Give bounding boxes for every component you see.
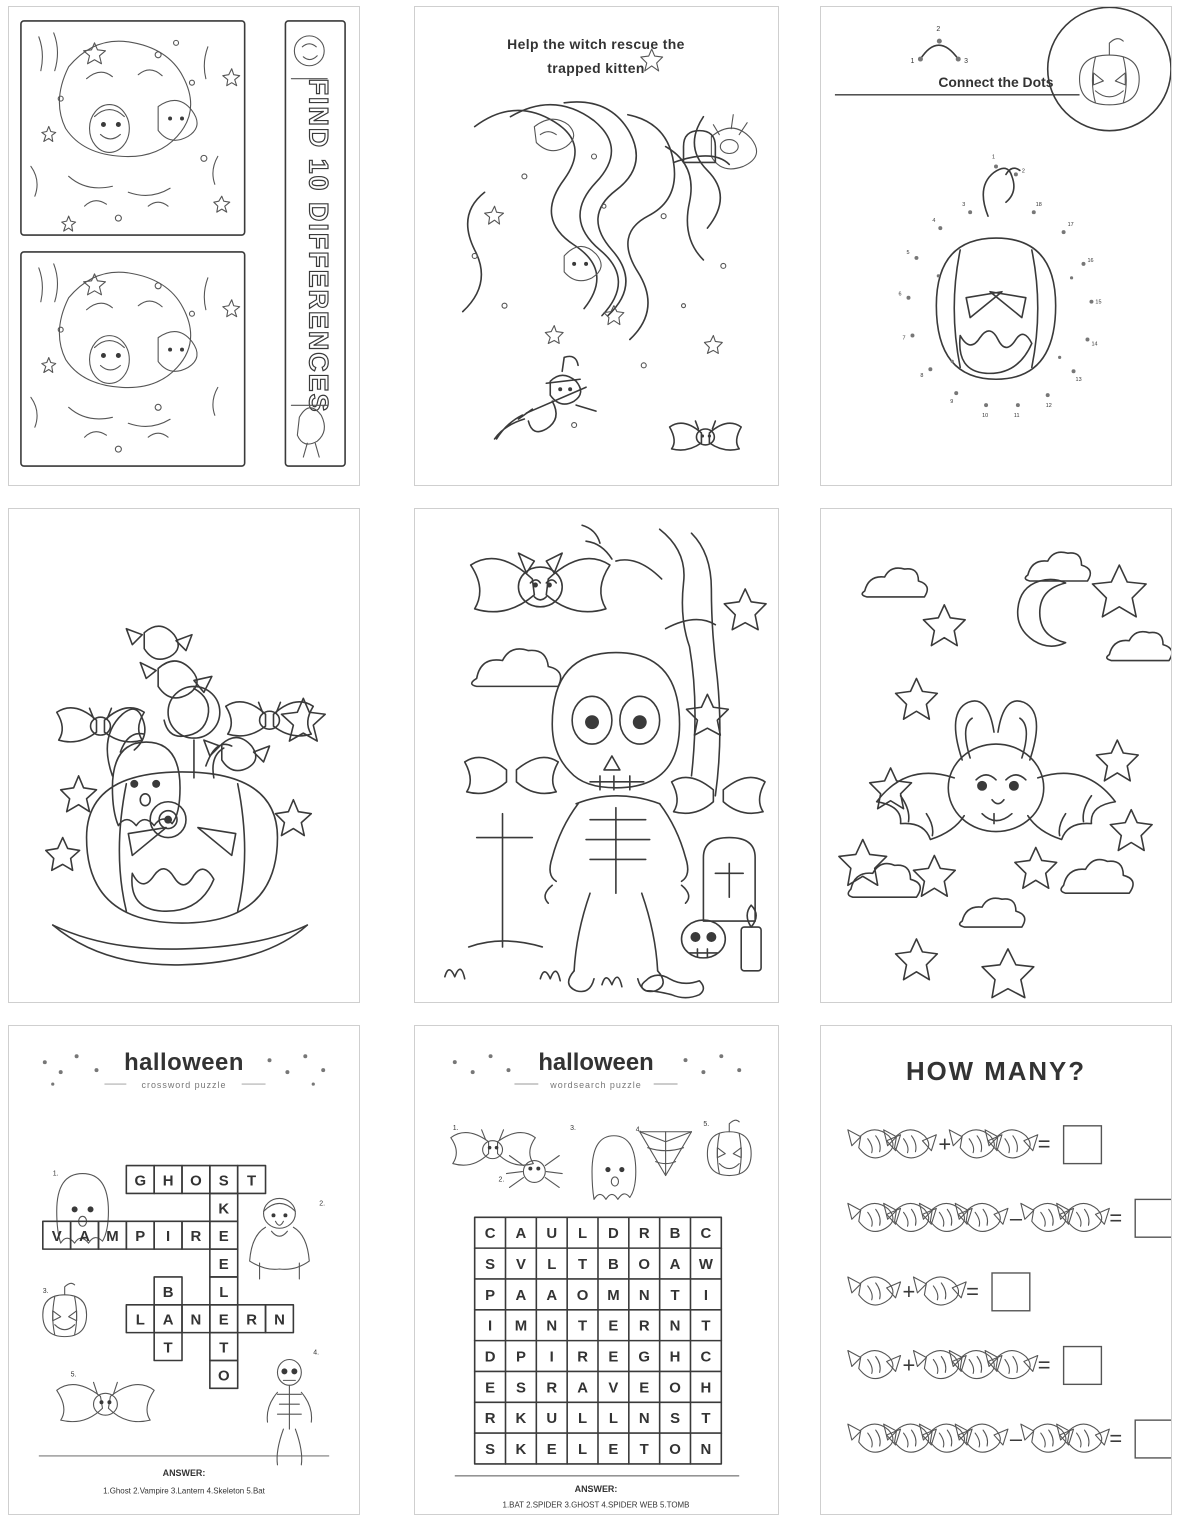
math-operator: + (902, 1278, 916, 1304)
answer-box[interactable] (1064, 1126, 1102, 1164)
wordsearch-cell: T (670, 1287, 680, 1304)
svg-text:L: L (219, 1284, 229, 1301)
wordsearch-cell: T (701, 1411, 711, 1428)
equals-sign: = (1037, 1352, 1051, 1378)
svg-text:N: N (190, 1312, 202, 1329)
svg-text:M: M (106, 1229, 119, 1246)
svg-text:3: 3 (962, 202, 966, 209)
equals-sign: = (1109, 1425, 1123, 1451)
wordsearch-cell: T (578, 1318, 588, 1335)
candy-icon (848, 1424, 901, 1452)
svg-text:5.: 5. (703, 1120, 710, 1128)
svg-text:E: E (218, 1257, 229, 1274)
svg-text:15: 15 (1095, 299, 1102, 306)
answer-box[interactable] (1135, 1199, 1171, 1237)
svg-text:5: 5 (906, 249, 910, 256)
svg-text:R: R (190, 1229, 202, 1246)
connect-the-dots-worksheet (820, 6, 1172, 486)
wordsearch-cell: O (669, 1380, 681, 1397)
wordsearch-cell: I (488, 1318, 493, 1335)
svg-text:2.: 2. (319, 1200, 326, 1208)
wordsearch-cell: V (515, 1257, 526, 1274)
wordsearch-cell: V (608, 1380, 619, 1397)
wordsearch-cell: K (515, 1411, 527, 1428)
wordsearch-cell: H (669, 1349, 681, 1366)
wordsearch-cell: E (485, 1380, 496, 1397)
candy-icon (884, 1130, 937, 1158)
maze-title-line2: trapped kitten (547, 59, 645, 76)
svg-text:7: 7 (902, 335, 906, 342)
svg-text:9: 9 (950, 399, 954, 406)
crossword-answer-line: 1.Ghost 2.Vampire 3.Lantern 4.Skeleton 5.Bat (103, 1486, 265, 1496)
dots-example-1: 1 (910, 58, 915, 66)
candy-icon (919, 1203, 972, 1231)
wordsearch-cell: L (608, 1411, 618, 1428)
svg-text:A: A (162, 1312, 174, 1329)
svg-text:1.: 1. (52, 1170, 59, 1178)
wordsearch-cell: L (578, 1441, 588, 1458)
candy-icon (848, 1130, 901, 1158)
wordsearch-cell: N (669, 1318, 681, 1335)
answer-box[interactable] (1135, 1420, 1171, 1458)
wordsearch-cell: R (638, 1226, 650, 1243)
wordsearch-cell: M (514, 1318, 528, 1335)
wordsearch-cell: I (549, 1349, 554, 1366)
svg-text:L: L (135, 1312, 145, 1329)
wordsearch-cell: E (546, 1441, 557, 1458)
svg-text:T: T (247, 1173, 257, 1190)
wordsearch-answer-header: ANSWER: (574, 1483, 618, 1494)
crossword-answer-header: ANSWER: (162, 1467, 206, 1478)
wordsearch-cell: B (669, 1226, 681, 1243)
bat-night-sky-coloring-page (820, 508, 1172, 1003)
candy-icon (848, 1351, 901, 1379)
dots-example-2: 2 (936, 26, 941, 34)
answer-box[interactable] (992, 1273, 1030, 1311)
wordsearch-cell: O (638, 1257, 651, 1274)
svg-text:1.: 1. (452, 1124, 459, 1132)
find-10-differences-worksheet (8, 6, 360, 486)
candy-icon (848, 1277, 901, 1305)
svg-text:G: G (134, 1173, 147, 1190)
equals-sign: = (966, 1278, 979, 1304)
svg-text:11: 11 (1013, 413, 1020, 420)
svg-text:14: 14 (1091, 341, 1098, 348)
wordsearch-cell: C (484, 1226, 496, 1243)
wordsearch-cell: W (698, 1257, 713, 1274)
wordsearch-cell: A (669, 1257, 681, 1274)
svg-text:3.: 3. (42, 1287, 49, 1295)
math-operator: – (1009, 1205, 1023, 1231)
wordsearch-cell: N (546, 1318, 558, 1335)
wordsearch-cell: R (484, 1411, 496, 1428)
svg-text:N: N (274, 1312, 285, 1329)
wordsearch-cell: N (638, 1411, 650, 1428)
wordsearch-cell: E (608, 1441, 619, 1458)
wordsearch-cell: N (638, 1287, 650, 1304)
candy-icon (949, 1130, 1002, 1158)
wordsearch-cell: N (700, 1441, 712, 1458)
svg-text:B: B (162, 1284, 174, 1301)
math-operator: + (902, 1352, 916, 1378)
candy-icon (1021, 1203, 1074, 1231)
wordsearch-cell: C (700, 1226, 712, 1243)
wordsearch-cell: S (670, 1411, 681, 1428)
connect-dots-title: Connect the Dots (938, 73, 1054, 90)
candy-icon (955, 1203, 1008, 1231)
answer-box[interactable] (1064, 1347, 1102, 1385)
svg-text:1: 1 (992, 154, 996, 161)
svg-text:R: R (246, 1312, 257, 1329)
candy-icon (884, 1424, 937, 1452)
candy-icon (1057, 1203, 1110, 1231)
math-operator: – (1009, 1425, 1023, 1451)
wordsearch-title: halloween (538, 1049, 654, 1077)
wordsearch-cell: D (484, 1349, 496, 1366)
svg-text:3.: 3. (570, 1124, 576, 1132)
pumpkin-candy-coloring-page (8, 508, 360, 1003)
svg-text:12: 12 (1045, 403, 1052, 410)
svg-text:H: H (162, 1173, 174, 1190)
halloween-crossword-worksheet (8, 1025, 360, 1515)
wordsearch-cell: H (700, 1380, 712, 1397)
svg-text:O: O (190, 1173, 202, 1190)
candy-icon (913, 1351, 966, 1379)
crossword-subtitle: crossword puzzle (141, 1080, 227, 1091)
wordsearch-cell: B (608, 1257, 619, 1274)
svg-text:T: T (163, 1340, 173, 1357)
maze-title-line1: Help the witch rescue the (507, 36, 685, 53)
svg-text:4.: 4. (313, 1349, 320, 1357)
wordsearch-cell: S (515, 1380, 526, 1397)
dots-example-3: 3 (964, 58, 969, 66)
wordsearch-cell: A (515, 1287, 527, 1304)
svg-text:2.: 2. (498, 1176, 505, 1184)
svg-text:18: 18 (1035, 202, 1042, 209)
svg-text:17: 17 (1067, 222, 1074, 229)
candy-icon (985, 1130, 1038, 1158)
wordsearch-subtitle: wordsearch puzzle (550, 1080, 642, 1091)
candy-icon (985, 1351, 1038, 1379)
svg-text:I: I (166, 1229, 171, 1246)
wordsearch-cell: L (578, 1226, 588, 1243)
wordsearch-cell: L (547, 1257, 557, 1274)
candy-icon (1021, 1424, 1074, 1452)
candy-icon (884, 1203, 937, 1231)
svg-text:T: T (219, 1340, 229, 1357)
wordsearch-answer-line: 1.BAT 2.SPIDER 3.GHOST 4.SPIDER WEB 5.TOMB (502, 1500, 690, 1510)
wordsearch-cell: U (546, 1411, 558, 1428)
equals-sign: = (1109, 1205, 1123, 1231)
wordsearch-cell: S (485, 1257, 496, 1274)
svg-text:5.: 5. (70, 1371, 77, 1379)
wordsearch-cell: P (485, 1287, 496, 1304)
svg-text:16: 16 (1087, 257, 1094, 264)
svg-text:S: S (218, 1173, 229, 1190)
wordsearch-cell: A (546, 1287, 558, 1304)
svg-text:2: 2 (1021, 168, 1025, 175)
wordsearch-cell: L (578, 1411, 588, 1428)
svg-text:V: V (51, 1229, 62, 1246)
how-many-title: HOW MANY? (905, 1058, 1087, 1087)
svg-text:K: K (218, 1201, 230, 1218)
wordsearch-cell: K (515, 1441, 527, 1458)
wordsearch-cell: I (703, 1287, 708, 1304)
candy-icon (848, 1203, 901, 1231)
wordsearch-cell: U (546, 1226, 558, 1243)
candy-icon (949, 1351, 1002, 1379)
candy-icon (919, 1424, 972, 1452)
wordsearch-cell: C (700, 1349, 712, 1366)
wordsearch-cell: R (546, 1380, 558, 1397)
wordsearch-cell: A (515, 1226, 527, 1243)
wordsearch-cell: S (485, 1441, 496, 1458)
equals-sign: = (1037, 1131, 1051, 1157)
svg-text:A: A (79, 1229, 90, 1246)
candy-icon (1057, 1424, 1110, 1452)
wordsearch-cell: E (608, 1349, 619, 1366)
svg-text:13: 13 (1075, 377, 1082, 384)
witch-kitten-maze-worksheet (414, 6, 779, 486)
wordsearch-cell: M (607, 1287, 620, 1304)
wordsearch-cell: G (638, 1349, 651, 1366)
wordsearch-cell: E (608, 1318, 619, 1335)
svg-text:E: E (218, 1229, 229, 1246)
wordsearch-cell: R (577, 1349, 588, 1366)
wordsearch-cell: T (639, 1441, 649, 1458)
crossword-title: halloween (124, 1049, 244, 1077)
skeleton-graveyard-coloring-page (414, 508, 779, 1003)
svg-text:8: 8 (920, 373, 924, 380)
wordsearch-cell: T (701, 1318, 711, 1335)
wordsearch-cell: D (608, 1226, 619, 1243)
wordsearch-cell: T (578, 1257, 588, 1274)
svg-text:4.: 4. (635, 1126, 642, 1134)
candy-icon (913, 1277, 966, 1305)
spot-difference-title: FIND 10 DIFFERENCES (303, 78, 334, 414)
svg-text:4: 4 (932, 218, 936, 225)
how-many-candy-math-worksheet (820, 1025, 1172, 1515)
wordsearch-cell: R (638, 1318, 650, 1335)
svg-text:P: P (135, 1229, 146, 1246)
math-operator: + (938, 1131, 952, 1157)
wordsearch-cell: E (639, 1380, 650, 1397)
svg-text:6: 6 (898, 291, 902, 298)
wordsearch-cell: O (669, 1441, 681, 1458)
candy-icon (955, 1424, 1008, 1452)
wordsearch-cell: P (515, 1349, 526, 1366)
svg-text:10: 10 (982, 413, 989, 420)
halloween-wordsearch-worksheet (414, 1025, 779, 1515)
wordsearch-cell: A (577, 1380, 588, 1397)
wordsearch-cell: O (576, 1287, 589, 1304)
svg-text:E: E (218, 1312, 229, 1329)
svg-text:O: O (217, 1368, 230, 1385)
